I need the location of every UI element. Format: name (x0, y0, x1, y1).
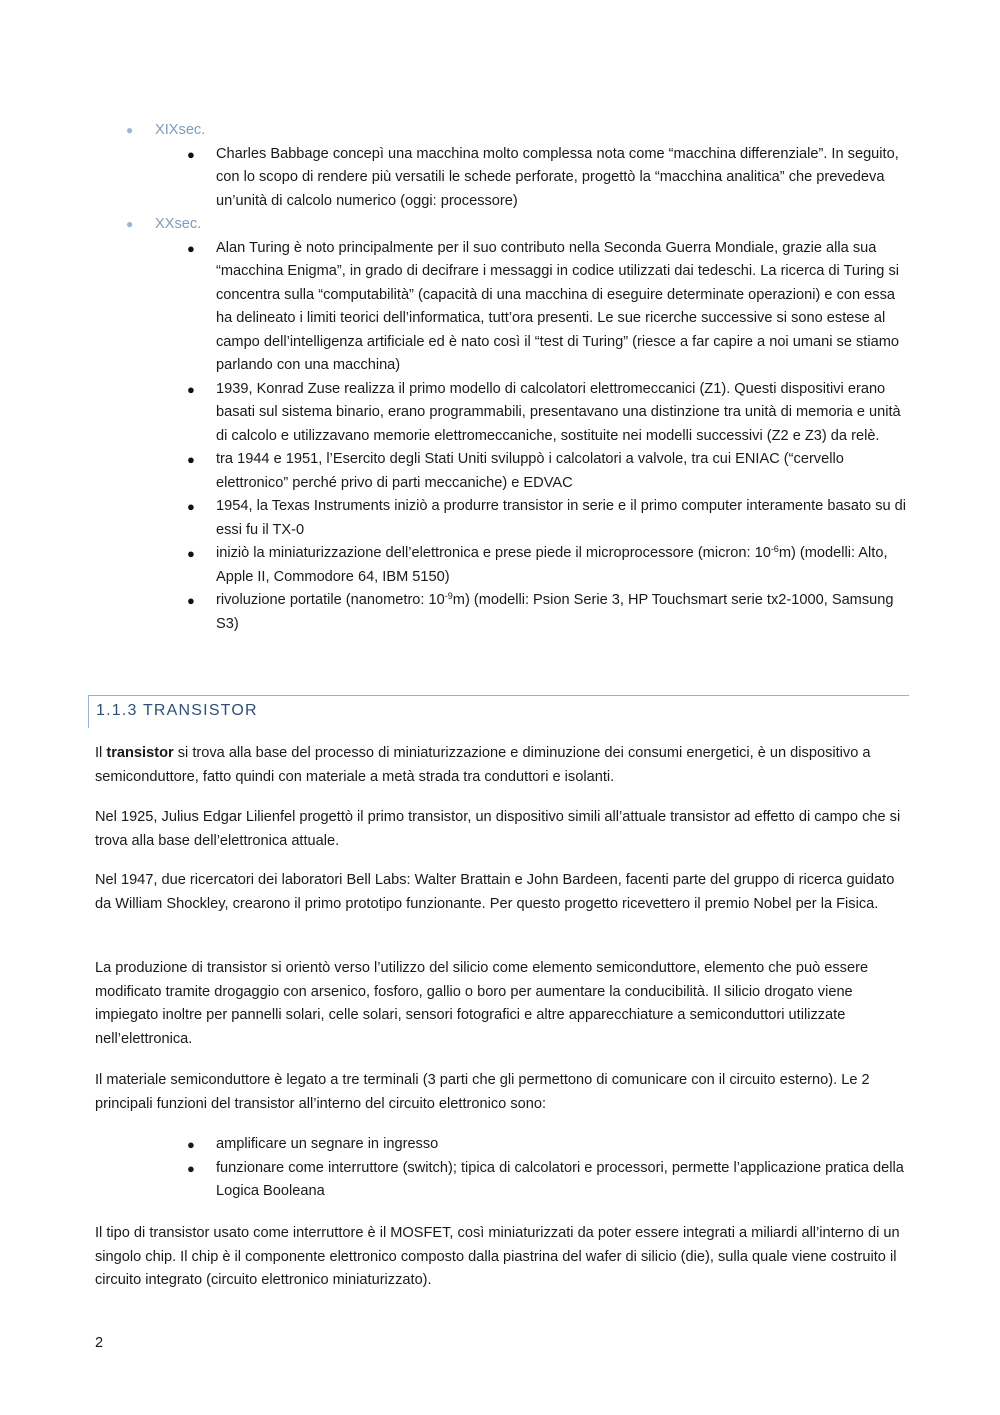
bullet-icon: ● (187, 452, 195, 467)
event-list (155, 143, 915, 214)
paragraph-terminals: Il materiale semiconduttore è legato a tre terminali (3 parti che gli permettono di comunicare con il circuito esterno). Le 2 principali funzioni del transistor all’interno del circuito elettronico sono: (95, 1072, 870, 1112)
list-item: ● 1939, Konrad Zuse realizza il primo modello di calcolatori elettromeccanici (Z1). Questi dispositivi erano basati sul sistema binario, erano programmabili, presentavano una distinzione tra unità di memoria e unità di calcolo e utilizzavano memorie elettromeccaniche, sostituite nei modelli successivi (Z2 e Z3) da relè. (216, 378, 915, 449)
event-list (155, 237, 915, 637)
bullet-icon: ● (187, 1160, 195, 1176)
century-item-xx (126, 213, 915, 636)
bullet-icon: ● (187, 146, 195, 162)
list-item: ● amplificare un segnare in ingresso (216, 1133, 906, 1157)
list-item: ● iniziò la miniaturizzazione dell’elettronica e prese piede il microprocessore (micron: $10^{-6}m$) (modelli: Alto, Apple II, Commodore 64, IBM 5150) (187, 544, 888, 585)
list-item: ● 1954, la Texas Instruments iniziò a produrre transistor in serie e il primo computer interamente basato su di essi fu il TX-0 (216, 495, 915, 542)
list-item: ● funzionare come interruttore (switch); tipica di calcolatori e processori, permette l’applicazione pratica della Logica Booleana (216, 1157, 906, 1204)
bullet-icon: ● (187, 593, 195, 608)
paragraph-silicon: La produzione di transistor si orientò verso l’utilizzo del silicio come elemento semiconduttore, elemento che può essere modificato tramite drogaggio con arsenico, fosforo, gallio o boro per aumentare la conducibilità. Il silicio drogato viene impiegato inoltre per pannelli solari, celle solari, sensori fotografici e altre apparecchiature a semiconduttori utilizzate nell’elettronica. (95, 960, 869, 1047)
bullet-icon: ● (187, 1137, 195, 1152)
list-item: ● Alan Turing è noto principalmente per il suo contributo nella Seconda Guerra Mondiale, grazie alla sua “macchina Enigma”, in grado di decifrare i messaggi in codice utilizzati dai tedeschi. La ricerca di Turing si concentra sulla “computabilità” (capacità di una macchina di eseguire determinate operazioni) e con essa ha delineato i limiti teorici dell’informatica, tutt’ora presenti. Le sue ricerche successive si sono estese al campo dell’intelligenza artificiale ed è nato così il “test di Turing” (riesce a far capire a noi umani se stiamo parlando con una macchina) (216, 237, 915, 378)
bullet-icon: ● (187, 546, 195, 561)
bullet-icon: ● (187, 381, 195, 397)
century-item-xix (126, 119, 915, 213)
list-item: ● tra 1944 e 1951, l’Esercito degli Stati Uniti sviluppò i calcolatori a valvole, tra cui ENIAC (“cervello elettronico” perché privo di parti meccaniche) e EDVAC (216, 448, 915, 495)
functions-list (187, 1133, 906, 1204)
bold-term: transistor (106, 745, 174, 761)
bullet-icon: ● (126, 123, 134, 137)
page-number: 2 (95, 1335, 104, 1351)
section-heading (88, 695, 909, 728)
list-item: ● rivoluzione portatile (nanometro: $10^{-9}m$) (modelli: Psion Serie 3, HP Touchsmart serie tx2-1000, Samsung S3) (187, 591, 894, 632)
bullet-icon: ● (126, 217, 134, 231)
bullet-icon: ● (187, 240, 195, 256)
section-title: 1.1.3 TRANSISTOR (96, 702, 258, 719)
century-label: XIXsec. (155, 122, 206, 138)
bullet-icon: ● (187, 499, 195, 514)
paragraph-intro: Il transistor si trova alla base del processo di miniaturizzazione e diminuzione dei consumi energetici, è un dispositivo a semiconduttore, fatto quindi con materiale a metà strada tra conduttori e isolanti. (95, 745, 871, 785)
paragraph-1925: Nel 1925, Julius Edgar Lilienfel progettò il primo transistor, un dispositivo simili all’attuale transistor ad effetto di campo che si trova alla base dell’elettronica attuale. (95, 809, 901, 849)
paragraph-mosfet: Il tipo di transistor usato come interruttore è il MOSFET, così miniaturizzati da poter essere integrati a miliardi all’interno di un singolo chip. Il chip è il componente elettronico composto dalla piastrina del wafer di silicio (die), sulla quale viene costruito il circuito integrato (circuito elettronico miniaturizzato). (95, 1225, 900, 1288)
century-label: XXsec. (155, 216, 202, 232)
list-item: ● Charles Babbage concepì una macchina molto complessa nota come “macchina differenziale”. In seguito, con lo scopo di rendere più versatili le schede perforate, progettò la “macchina analitica” che prevedeva un’unità di calcolo numerico (oggi: processore) (216, 143, 915, 214)
timeline-list (126, 119, 915, 636)
paragraph-1947: Nel 1947, due ricercatori dei laboratori Bell Labs: Walter Brattain e John Bardeen, facenti parte del gruppo di ricerca guidato da William Shockley, crearono il primo prototipo funzionante. Per questo progetto ricevettero il premio Nobel per la Fisica. (95, 872, 895, 912)
